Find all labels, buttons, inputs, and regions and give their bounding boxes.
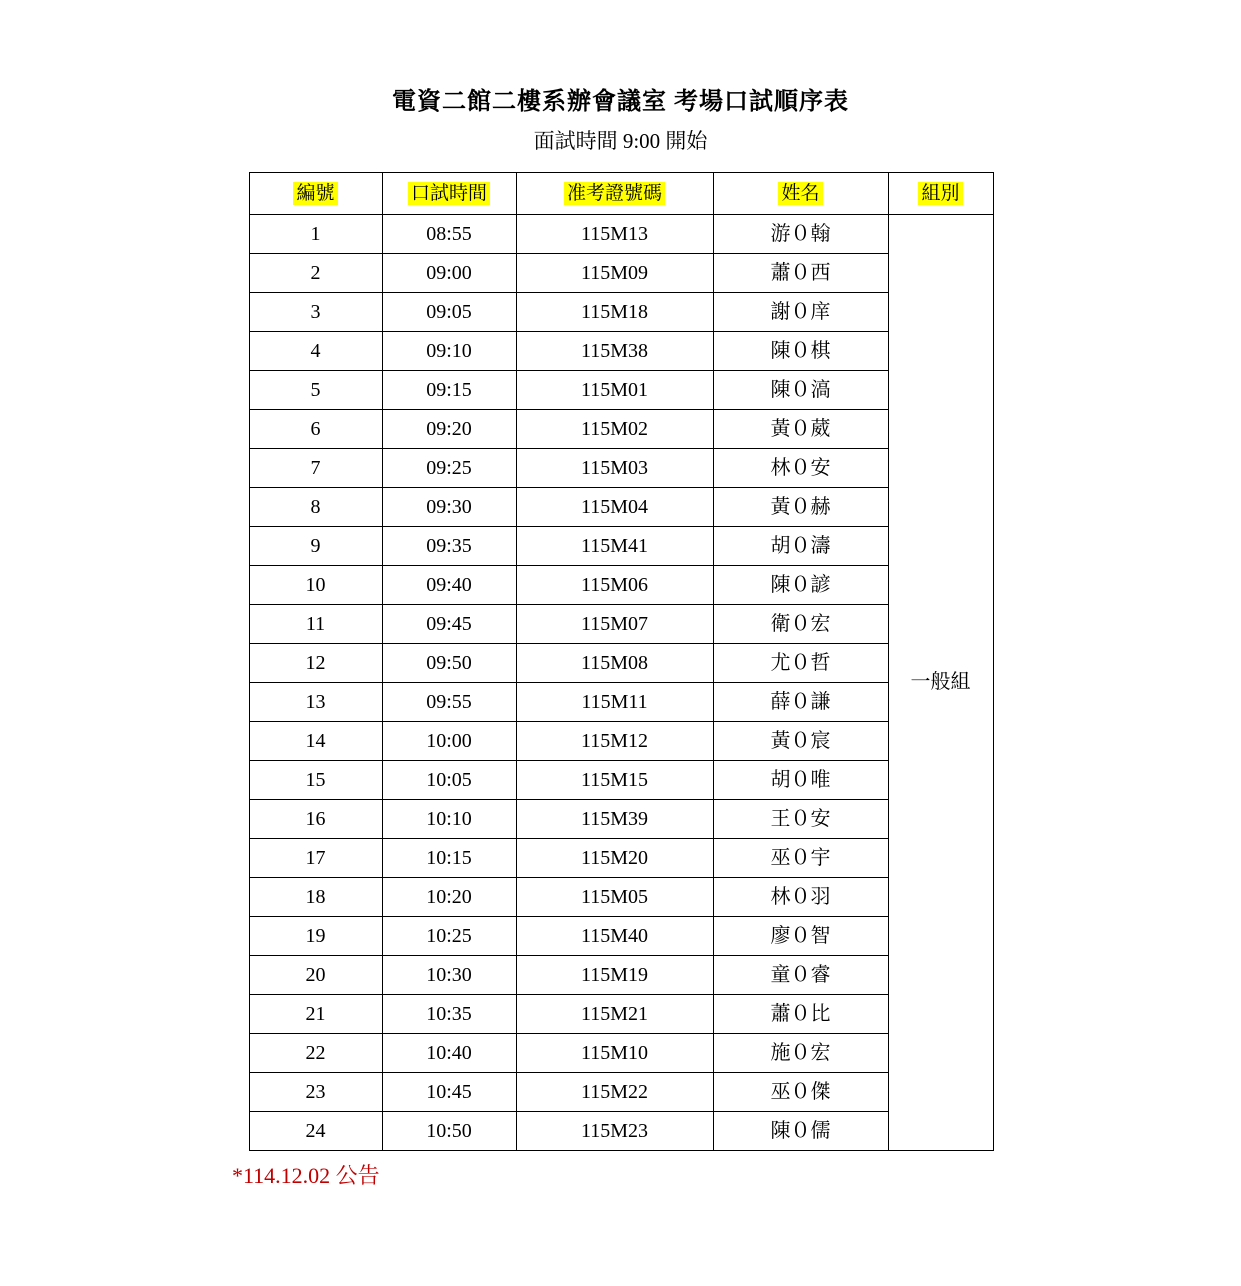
table-row xyxy=(249,292,993,331)
cell-name: 尤０哲 xyxy=(713,643,888,682)
cell-no: 14 xyxy=(249,721,382,760)
cell-no: 18 xyxy=(249,877,382,916)
cell-name: 陳０諺 xyxy=(713,565,888,604)
table-body xyxy=(249,214,993,1150)
cell-time: 09:45 xyxy=(382,604,516,643)
column-header-name xyxy=(713,172,888,214)
cell-exam-no: 115M39 xyxy=(516,799,713,838)
table-row xyxy=(249,760,993,799)
cell-no: 6 xyxy=(249,409,382,448)
table-row xyxy=(249,487,993,526)
cell-exam-no: 115M23 xyxy=(516,1111,713,1150)
table-row xyxy=(249,526,993,565)
schedule-table-wrap xyxy=(249,172,993,1151)
cell-exam-no: 115M01 xyxy=(516,370,713,409)
cell-exam-no: 115M13 xyxy=(516,214,713,253)
cell-time: 10:50 xyxy=(382,1111,516,1150)
announcement-footnote: *114.12.02 公告 xyxy=(232,1162,380,1188)
cell-time: 09:35 xyxy=(382,526,516,565)
table-row xyxy=(249,331,993,370)
table-row xyxy=(249,838,993,877)
table-row xyxy=(249,409,993,448)
cell-no: 8 xyxy=(249,487,382,526)
cell-no: 23 xyxy=(249,1072,382,1111)
cell-name: 林０羽 xyxy=(713,877,888,916)
cell-exam-no: 115M38 xyxy=(516,331,713,370)
table-row xyxy=(249,214,993,253)
column-header-time-label: 口試時間 xyxy=(408,182,490,205)
cell-name: 廖０智 xyxy=(713,916,888,955)
cell-name: 黃０赫 xyxy=(713,487,888,526)
cell-no: 16 xyxy=(249,799,382,838)
cell-exam-no: 115M12 xyxy=(516,721,713,760)
schedule-table xyxy=(249,172,994,1151)
cell-time: 09:30 xyxy=(382,487,516,526)
cell-time: 09:25 xyxy=(382,448,516,487)
cell-no: 12 xyxy=(249,643,382,682)
cell-no: 22 xyxy=(249,1033,382,1072)
cell-group: 一般組 xyxy=(888,214,993,1150)
cell-name: 巫０傑 xyxy=(713,1072,888,1111)
table-row xyxy=(249,955,993,994)
cell-exam-no: 115M02 xyxy=(516,409,713,448)
column-header-no-label: 編號 xyxy=(293,182,337,205)
cell-exam-no: 115M21 xyxy=(516,994,713,1033)
cell-name: 童０睿 xyxy=(713,955,888,994)
table-row xyxy=(249,682,993,721)
document-page xyxy=(0,88,1241,1286)
cell-exam-no: 115M09 xyxy=(516,253,713,292)
table-row xyxy=(249,1033,993,1072)
cell-time: 10:35 xyxy=(382,994,516,1033)
cell-no: 24 xyxy=(249,1111,382,1150)
cell-name: 游０翰 xyxy=(713,214,888,253)
cell-exam-no: 115M11 xyxy=(516,682,713,721)
cell-time: 09:00 xyxy=(382,253,516,292)
cell-name: 陳０儒 xyxy=(713,1111,888,1150)
cell-exam-no: 115M08 xyxy=(516,643,713,682)
cell-name: 胡０唯 xyxy=(713,760,888,799)
cell-name: 黃０葳 xyxy=(713,409,888,448)
cell-name: 衛０宏 xyxy=(713,604,888,643)
cell-no: 13 xyxy=(249,682,382,721)
cell-name: 陳０滈 xyxy=(713,370,888,409)
table-row xyxy=(249,877,993,916)
table-row xyxy=(249,1072,993,1111)
cell-name: 王０安 xyxy=(713,799,888,838)
cell-no: 3 xyxy=(249,292,382,331)
table-row xyxy=(249,916,993,955)
cell-no: 15 xyxy=(249,760,382,799)
cell-name: 蕭０西 xyxy=(713,253,888,292)
cell-name: 黃０宸 xyxy=(713,721,888,760)
cell-exam-no: 115M05 xyxy=(516,877,713,916)
table-row xyxy=(249,253,993,292)
column-header-group xyxy=(888,172,993,214)
page-title: 電資二館二樓系辦會議室 考場口試順序表 xyxy=(392,89,849,115)
column-header-exam-no xyxy=(516,172,713,214)
cell-exam-no: 115M41 xyxy=(516,526,713,565)
table-row xyxy=(249,643,993,682)
table-row xyxy=(249,448,993,487)
table-header xyxy=(249,172,993,214)
cell-name: 陳０棋 xyxy=(713,331,888,370)
cell-exam-no: 115M18 xyxy=(516,292,713,331)
cell-time: 10:20 xyxy=(382,877,516,916)
cell-time: 09:15 xyxy=(382,370,516,409)
cell-time: 10:30 xyxy=(382,955,516,994)
table-row xyxy=(249,721,993,760)
cell-name: 胡０濤 xyxy=(713,526,888,565)
cell-time: 09:10 xyxy=(382,331,516,370)
table-row xyxy=(249,370,993,409)
cell-time: 10:10 xyxy=(382,799,516,838)
cell-no: 20 xyxy=(249,955,382,994)
cell-no: 10 xyxy=(249,565,382,604)
cell-exam-no: 115M07 xyxy=(516,604,713,643)
cell-time: 10:25 xyxy=(382,916,516,955)
cell-time: 09:20 xyxy=(382,409,516,448)
table-row xyxy=(249,565,993,604)
cell-exam-no: 115M06 xyxy=(516,565,713,604)
table-header-row xyxy=(249,172,993,214)
column-header-group-label: 組別 xyxy=(918,182,962,205)
cell-exam-no: 115M22 xyxy=(516,1072,713,1111)
cell-time: 09:05 xyxy=(382,292,516,331)
cell-exam-no: 115M10 xyxy=(516,1033,713,1072)
cell-exam-no: 115M03 xyxy=(516,448,713,487)
cell-no: 7 xyxy=(249,448,382,487)
cell-time: 10:15 xyxy=(382,838,516,877)
cell-no: 5 xyxy=(249,370,382,409)
cell-name: 薛０謙 xyxy=(713,682,888,721)
cell-no: 19 xyxy=(249,916,382,955)
table-row xyxy=(249,604,993,643)
cell-exam-no: 115M15 xyxy=(516,760,713,799)
column-header-no xyxy=(249,172,382,214)
cell-time: 09:50 xyxy=(382,643,516,682)
column-header-time xyxy=(382,172,516,214)
cell-time: 08:55 xyxy=(382,214,516,253)
cell-name: 施０宏 xyxy=(713,1033,888,1072)
page-subtitle: 面試時間 9:00 開始 xyxy=(533,128,708,153)
cell-no: 4 xyxy=(249,331,382,370)
cell-no: 21 xyxy=(249,994,382,1033)
cell-exam-no: 115M19 xyxy=(516,955,713,994)
table-row xyxy=(249,799,993,838)
cell-exam-no: 115M40 xyxy=(516,916,713,955)
column-header-name-label: 姓名 xyxy=(778,182,822,205)
cell-name: 謝０庠 xyxy=(713,292,888,331)
cell-time: 10:00 xyxy=(382,721,516,760)
cell-time: 10:40 xyxy=(382,1033,516,1072)
cell-time: 10:05 xyxy=(382,760,516,799)
cell-time: 09:55 xyxy=(382,682,516,721)
cell-no: 1 xyxy=(249,214,382,253)
cell-name: 林０安 xyxy=(713,448,888,487)
table-row xyxy=(249,994,993,1033)
table-row xyxy=(249,1111,993,1150)
cell-no: 2 xyxy=(249,253,382,292)
cell-exam-no: 115M04 xyxy=(516,487,713,526)
cell-name: 蕭０比 xyxy=(713,994,888,1033)
cell-no: 11 xyxy=(249,604,382,643)
cell-no: 17 xyxy=(249,838,382,877)
cell-time: 10:45 xyxy=(382,1072,516,1111)
column-header-exam-no-label: 准考證號碼 xyxy=(564,182,665,205)
cell-time: 09:40 xyxy=(382,565,516,604)
cell-exam-no: 115M20 xyxy=(516,838,713,877)
cell-name: 巫０宇 xyxy=(713,838,888,877)
cell-no: 9 xyxy=(249,526,382,565)
